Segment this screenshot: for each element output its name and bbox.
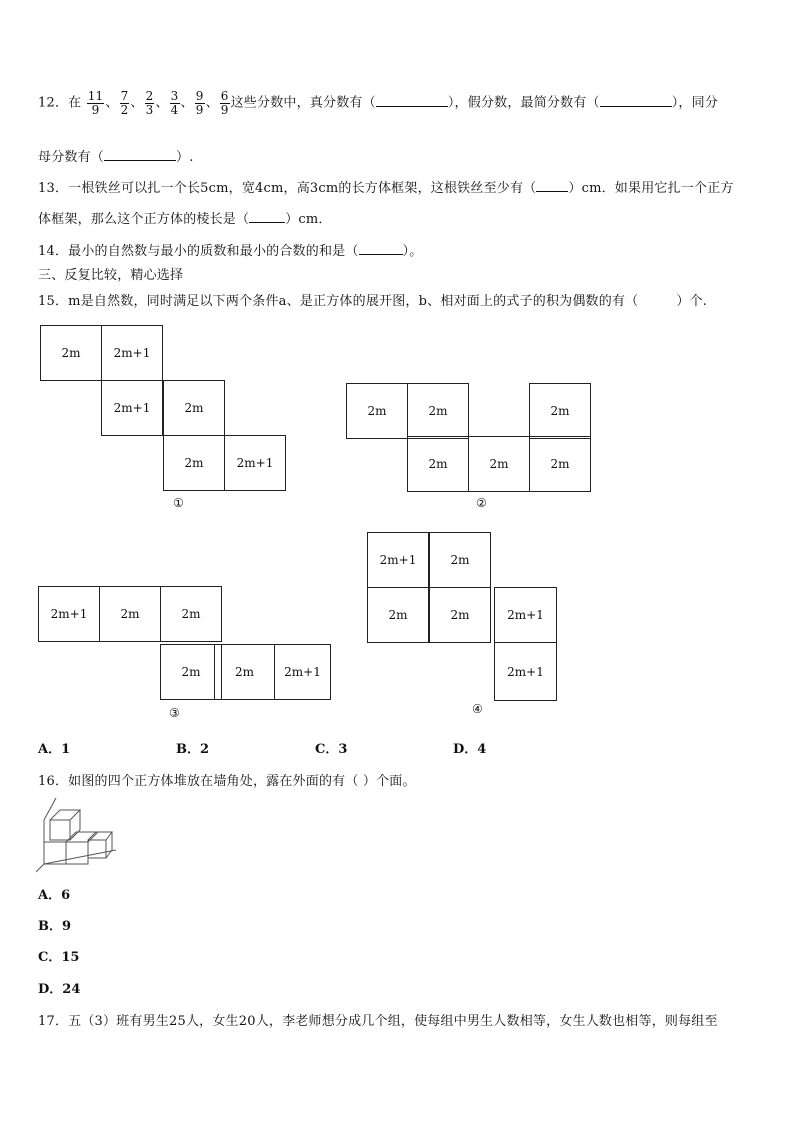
net-cell: 2m xyxy=(163,380,225,436)
fraction: $\frac{3}{4}$ xyxy=(170,89,179,117)
fraction: $\frac{11}{9}$ xyxy=(87,89,104,117)
answer-blank[interactable] xyxy=(536,179,568,192)
net-cell: 2m+1 xyxy=(367,532,429,588)
q16-stem: 16．如图的四个正方体堆放在墙角处，露在外面的有（ ）个面。 xyxy=(38,774,416,789)
option-a[interactable]: A．1 xyxy=(38,742,71,757)
net-cell: 2m xyxy=(468,436,530,492)
fraction: $\frac{7}{2}$ xyxy=(120,89,129,117)
net-cell: 2m xyxy=(407,383,469,439)
answer-blank[interactable] xyxy=(249,210,285,223)
q15-stem: 15．m是自然数，同时满足以下两个条件a、是正方体的展开图，b、相对面上的式子的积为偶数的有（ ）个. xyxy=(38,294,708,309)
answer-blank[interactable] xyxy=(104,148,176,161)
net-cell: 2m xyxy=(160,586,222,642)
net-cell: 2m xyxy=(407,436,469,492)
q13-line1: 13．一根铁丝可以扎一个长5cm，宽4cm，高3cm的长方体框架，这根铁丝至少有（ ）cm．如果用它扎一个正方 xyxy=(38,181,734,196)
q17-stem: 17．五（3）班有男生25人，女生20人，李老师想分成几个组，使每组中男生人数相等，女生人数也相等，则每组至 xyxy=(38,1014,718,1029)
net-cell: 2m+1 xyxy=(494,587,557,643)
answer-blank[interactable] xyxy=(376,94,448,107)
net-cell: 2m+1 xyxy=(101,380,163,436)
net-cell: 2m xyxy=(99,586,161,642)
q12-line1: 12．在 $\frac{11}{9}$ 、 $\frac{7}{2}$ 、 $\frac{2}{3}$ 、 $\frac{3}{4}$ 、 $\frac{9}{9}$ 、 $\frac{6}{9}$ 这些分数中，真分数有（ ），假分数，最简分数有（ ），同分 xyxy=(38,89,719,117)
net-cell: 2m+1 xyxy=(101,325,163,381)
answer-blank[interactable] xyxy=(359,242,403,255)
fraction: $\frac{2}{3}$ xyxy=(145,89,154,117)
q12-number: 12． xyxy=(38,95,69,111)
q12-lead: 在 xyxy=(68,95,82,111)
option-d[interactable]: D．4 xyxy=(453,742,487,757)
net-cell: 2m xyxy=(367,587,429,643)
option-c[interactable]: C．15 xyxy=(38,950,80,965)
q13-line2: 体框架，那么这个正方体的棱长是（ ）cm． xyxy=(38,212,332,227)
figure-label: ③ xyxy=(169,706,180,720)
option-d[interactable]: D．24 xyxy=(38,982,81,997)
net-cell: 2m xyxy=(346,383,408,439)
net-cell: 2m+1 xyxy=(494,642,557,701)
figure-label: ② xyxy=(476,496,487,510)
net-cell: 2m xyxy=(529,383,591,439)
q14: 14．最小的自然数与最小的质数和最小的合数的和是（ ）。 xyxy=(38,244,423,259)
net-cell: 2m+1 xyxy=(38,586,100,642)
stacked-cubes-figure xyxy=(36,796,120,874)
answer-blank[interactable] xyxy=(600,94,672,107)
net-cell: 2m+1 xyxy=(224,435,286,491)
fraction: $\frac{6}{9}$ xyxy=(220,89,229,117)
net-cell: 2m+1 xyxy=(274,644,331,700)
section-title: 三、反复比较，精心选择 xyxy=(38,268,184,283)
option-b[interactable]: B．2 xyxy=(176,742,210,757)
option-b[interactable]: B．9 xyxy=(38,919,72,934)
net-cell: 2m xyxy=(40,325,102,381)
net-cell: 2m xyxy=(163,435,225,491)
net-cell: 2m xyxy=(214,644,275,700)
net-cell: 2m xyxy=(160,644,222,700)
option-a[interactable]: A．6 xyxy=(38,888,71,903)
fraction: $\frac{9}{9}$ xyxy=(195,89,204,117)
figure-label: ④ xyxy=(472,702,483,716)
figure-label: ① xyxy=(173,496,184,510)
net-cell: 2m xyxy=(429,587,491,643)
q12-line2: 母分数有（ ）. xyxy=(38,150,194,165)
option-c[interactable]: C．3 xyxy=(315,742,348,757)
net-cell: 2m xyxy=(529,436,591,492)
net-cell: 2m xyxy=(429,532,491,588)
